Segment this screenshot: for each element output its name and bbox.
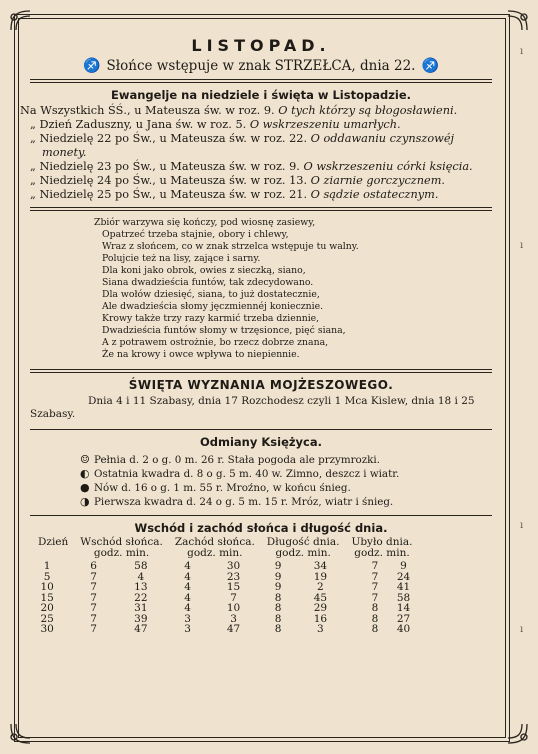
poem-line: Ale dwadzieścia słomy jęczmiennéj koniecznie.	[102, 301, 324, 312]
poem-line: Zbiór warzywa się kończy, pod wiosnę zasiewy,	[94, 217, 316, 228]
table-header-row	[32, 537, 419, 561]
table-cell: 4	[184, 560, 191, 572]
table-cell: 4	[184, 602, 191, 614]
divider	[30, 429, 492, 430]
list-item: ☺ Pełnia d. 2 o g. 0 m. 26 r. Stała pogoda ale przymrozki.	[80, 453, 380, 466]
table-cell: 4	[137, 570, 145, 583]
table-cell: 7	[90, 623, 97, 635]
list-item: „ Niedzielę 24 po Św., u Mateusza św. w roz. 13. O ziarnie gorczycznem.	[30, 174, 446, 187]
table-cell: 23	[226, 570, 241, 583]
corner-ornament-icon	[8, 720, 34, 746]
table-cell: 3	[230, 612, 237, 625]
column-header: Dzień	[38, 536, 69, 548]
table-cell: 27	[396, 612, 411, 625]
moon-phases-heading: Odmiany Księżyca.	[199, 435, 322, 449]
table-cell: 29	[313, 602, 328, 614]
table-cell: 4	[184, 570, 191, 583]
sagittarius-icon: ♐	[421, 58, 439, 74]
poem-line: Że na krowy i owce wpływa to niepiennie.	[102, 349, 300, 360]
first-quarter-icon: ◑	[80, 495, 90, 508]
table-cell: 25	[40, 612, 54, 625]
sun-table	[32, 537, 419, 635]
poem-line: A z potrawem ostrożnie, bo rzecz dobrze znana,	[102, 337, 329, 348]
corner-ornament-icon	[504, 720, 530, 746]
list-item: „ Dzień Zaduszny, u Jana św. w roz. 5. O wskrzeszeniu umarłych.	[30, 118, 401, 131]
table-cell: 7	[90, 591, 97, 604]
list-item: „ Niedzielę 22 po Św., u Mateusza św. w roz. 22. O oddawaniu czynszowéj monety.	[30, 132, 455, 159]
table-cell: 7	[371, 581, 379, 593]
table-cell: 1	[43, 560, 51, 572]
table-cell: 9	[400, 560, 407, 572]
list-item: ● Nów d. 16 o g. 1 m. 55 r. Mroźno, w końcu śnieg.	[80, 481, 351, 494]
poem-line: Opatrzeć trzeba stajnie, obory i chlewy,	[102, 229, 289, 240]
divider	[30, 207, 492, 211]
table-cell: 6	[90, 560, 97, 572]
table-cell: 15	[226, 581, 241, 593]
table-row	[32, 603, 419, 614]
column-header: Wschód słońca. godz. min.	[80, 536, 163, 559]
table-cell: 34	[313, 560, 328, 572]
table-row	[32, 582, 419, 593]
list-item: „ Niedzielę 23 po Św., u Mateusza św. w roz. 9. O wskrzeszeniu córki księcia.	[30, 160, 473, 173]
table-cell: 8	[274, 591, 282, 604]
table-cell: 7	[371, 570, 379, 583]
table-cell: 58	[396, 591, 411, 604]
margin-mark: ı	[520, 624, 524, 635]
table-cell: 14	[396, 602, 411, 614]
table-cell: 7	[90, 570, 97, 583]
table-cell: 7	[90, 602, 97, 614]
table-cell: 7	[371, 591, 379, 604]
list-item: „ Niedzielę 25 po Św., u Mateusza św. w roz. 21. O sądzie ostatecznym.	[30, 188, 439, 201]
poem-line: Dla wołów dziesięć, siana, to już dostatecznie,	[102, 289, 320, 300]
table-cell: 3	[184, 623, 191, 635]
divider	[30, 369, 492, 373]
table-cell: 10	[40, 581, 54, 593]
table-cell: 10	[226, 602, 241, 614]
table-cell: 8	[274, 623, 282, 635]
page-title: LISTOPAD.	[191, 36, 331, 55]
table-cell: 2	[317, 581, 324, 593]
margin-mark: ı	[520, 240, 524, 251]
jewish-holidays-heading: ŚWIĘTA WYZNANIA MOJŻESZOWEGO.	[128, 378, 394, 392]
table-cell: 24	[396, 570, 411, 583]
page-subtitle	[24, 58, 498, 74]
table-cell: 9	[274, 581, 282, 593]
column-header: Zachód słońca. godz. min.	[174, 536, 255, 559]
table-cell: 3	[317, 623, 324, 635]
column-header: Długość dnia. godz. min.	[266, 536, 340, 559]
table-cell: 31	[134, 602, 148, 614]
list-item: Na Wszystkich ŚŚ., u Mateusza św. w roz. 9. O tych którzy są błogosławieni.	[20, 104, 458, 117]
sun-table-heading: Wschód i zachód słońca i długość dnia.	[134, 521, 388, 535]
table-cell: 40	[396, 623, 411, 635]
table-cell: 8	[371, 623, 379, 635]
divider	[30, 79, 492, 83]
table-cell: 8	[274, 602, 282, 614]
table-cell: 47	[134, 623, 148, 635]
list-item: ◑ Pierwsza kwadra d. 24 o g. 5 m. 15 r. Mróz, wiatr i śnieg.	[80, 495, 394, 508]
table-cell: 3	[184, 612, 191, 625]
table-cell: 47	[226, 623, 241, 635]
table-cell: 7	[371, 560, 379, 572]
poem-line: Wraz z słońcem, co w znak strzelca wstępuje tu walny.	[102, 241, 359, 252]
gospels-list	[20, 104, 498, 202]
divider	[30, 515, 492, 516]
corner-ornament-icon	[504, 8, 530, 34]
subtitle-text: Słońce wstępuje w znak STRZEŁCA, dnia 22.	[106, 58, 416, 74]
table-cell: 45	[313, 591, 328, 604]
list-item: ◐ Ostatnia kwadra d. 8 o g. 5 m. 40 w. Zimno, deszcz i wiatr.	[80, 467, 400, 480]
moon-phases-list	[80, 453, 498, 509]
table-cell: 8	[274, 612, 282, 625]
table-cell: 7	[230, 591, 237, 604]
table-cell: 7	[90, 581, 97, 593]
table-cell: 15	[40, 591, 54, 604]
table-cell: 41	[396, 581, 411, 593]
table-cell: 7	[90, 612, 97, 625]
full-moon-icon: ☺	[80, 453, 90, 466]
column-header: Ubyło dnia. godz. min.	[351, 536, 413, 559]
table-cell: 8	[371, 612, 379, 625]
poem-line: Krowy także trzy razy karmić trzeba dziennie,	[102, 313, 320, 324]
table-cell: 9	[274, 570, 282, 583]
sagittarius-icon: ♐	[83, 58, 101, 74]
gospels-heading: Ewangelje na niedziele i święta w Listopadzie.	[110, 88, 412, 102]
table-cell: 4	[184, 581, 191, 593]
table-cell: 58	[134, 560, 148, 572]
table-cell: 22	[134, 591, 148, 604]
table-cell: 9	[274, 560, 282, 572]
table-cell: 5	[43, 570, 51, 583]
last-quarter-icon: ◐	[80, 467, 90, 480]
poem-line: Dla koni jako obrok, owies z sieczką, siano,	[102, 265, 306, 276]
jewish-holidays-text: Dnia 4 i 11 Szabasy, dnia 17 Rozchodesz czyli 1 Mca Kislew, dnia 18 i 25 Szabasy.	[30, 395, 475, 420]
margin-mark: ı	[520, 46, 524, 57]
table-cell: 4	[184, 591, 191, 604]
table-cell: 30	[40, 623, 54, 635]
table-cell: 16	[313, 612, 328, 625]
table-cell: 39	[134, 612, 148, 625]
table-row	[32, 624, 419, 635]
table-cell: 30	[226, 560, 241, 572]
farming-poem	[94, 217, 498, 361]
margin-mark: ı	[520, 520, 524, 531]
poem-line: Dwadzieścia funtów słomy w trzęsionce, pięć siana,	[102, 325, 346, 336]
table-cell: 20	[40, 602, 54, 614]
poem-line: Siana dwadzieścia funtów, tak zdecydowano.	[102, 277, 314, 288]
new-moon-icon: ●	[80, 481, 90, 494]
table-cell: 8	[371, 602, 379, 614]
table-cell: 13	[134, 581, 148, 593]
poem-line: Polujcie też na lisy, zające i sarny.	[102, 253, 261, 264]
table-row	[32, 561, 419, 572]
page-content	[20, 24, 498, 635]
table-cell: 19	[313, 570, 328, 583]
